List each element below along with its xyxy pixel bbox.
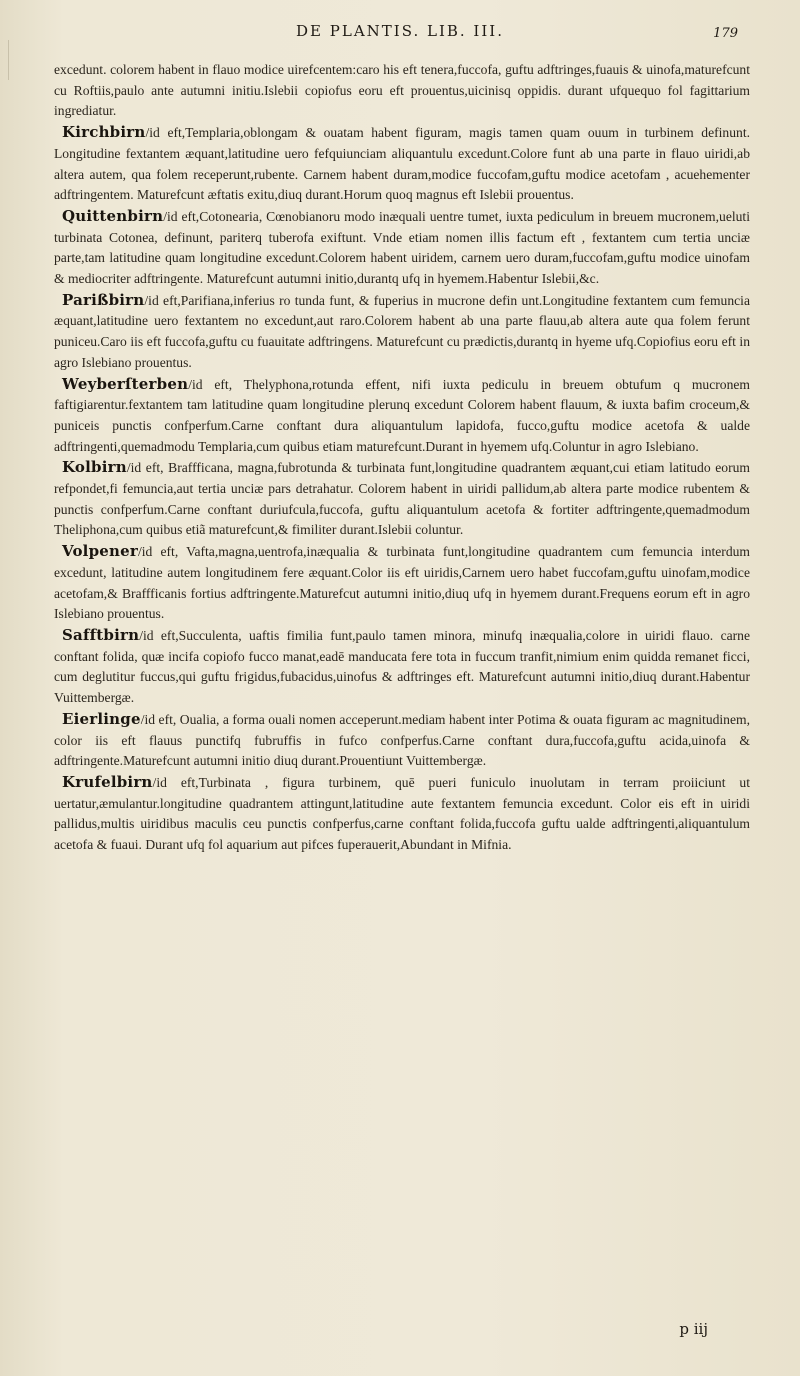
entry-paragraph (54, 122, 750, 206)
entry-paragraph (54, 457, 750, 541)
entry-text: /id eft, Vafta,magna,uentrofa,inæqualia & turbinata funt,longitudine quadrantem cum femuncia interdum excedunt, latitudine autem longitudinem fere æquant.Color iis eft uiridis,Carnem uero habet fuccofam,guftu uinofam,modice acetofam,& Braffficanis fortius adftringente.Maturefcut autumni initio,diuq ufq in hyemem durant.Frequens eorum eft in agro Islebiano prouentus. (54, 544, 750, 622)
entry-paragraph (54, 374, 750, 458)
entry-text: /id eft,Templaria,oblongam & ouatam habent figuram, magis tamen quam ouum in turbinem definunt. Longitudine fextantem æquant,latitudine uero fefquiunciam aliquantulu excedunt.Colore funt ab una parte in flauo uiridi,ab altera autem, qua folem receperunt,rubente. Carnem habent duram,modice fuccofam,guftu modice acetofam , acuehementer adftringentem. Maturefcunt æftatis exitu,diuq durant.Horum quoq magnus eft Islebii prouentus. (54, 125, 750, 203)
folio-number: 179 (713, 26, 738, 41)
running-title: DE PLANTIS. LIB. III. (296, 22, 504, 40)
body-text (54, 60, 750, 856)
entry-lemma: Quittenbirn (62, 206, 164, 225)
entry-text: excedunt. colorem habent in flauo modice uirefcentem:caro his eft tenera,fuccofa, guftu adftringes,fuauis & uinofa,maturefcunt cu Roftiis,paulo ante autumni initiu.Islebii copiofus eoru eft prouentus,uicinisq oppidis. durant ufquequo fol fagittarium ingrediatur. (54, 62, 750, 119)
entry-paragraph (54, 206, 750, 290)
entry-lemma: Volpener (62, 542, 138, 561)
entry-paragraph (54, 541, 750, 625)
entry-lemma: Parißbirn (62, 290, 145, 309)
entry-lemma: Safftbirn (62, 625, 140, 644)
entry-lemma: Weyberſterben (62, 374, 189, 393)
entry-text: /id eft, Oualia, a forma ouali nomen acceperunt.mediam habent inter Potima & ouata figuram ac magnitudinem, color iis eft flauus punctifq fubruffis in fufco confperfus.Carne conftant dura,fuccofa,guftu acida,uinofa & adftringente.Maturefcunt autumni initio diuq durant.Prouentiunt Vuittembergæ. (54, 711, 750, 769)
entry-paragraph (54, 709, 750, 772)
entry-text: /id eft,Turbinata , figura turbinem, quē pueri funiculo inuolutam in terram proiiciunt ut uertatur,æmulantur.longitudine quadrantem attingunt,latitudine aute fextantem femuncia excedunt. Color eis eft in uiridi pallidus,multis uiridibus maculis ceu punctis confperfus,carne conftant folida,fuccofa guftu ualde adftringenti,aliquantulum acetofa & fuaui. Durant ufq fol aquarium aut pifces fuperauerit,Abundant in Mifnia. (54, 774, 750, 853)
entry-lemma: Krufelbirn (62, 772, 153, 791)
entry-paragraph (54, 625, 750, 709)
page-header (0, 18, 800, 48)
entry-text: /id eft,Cotonearia, Cœnobianoru modo inæquali uentre tumet, iuxta pediculum in breuem mucronem,ueluti turbinata Cotonea, definunt, pariterq tuberofa exiftunt. Vnde etiam nomen illis factum eft , fextantem cum tertia unciæ parte,tam latitudine quam longitudine excedunt.Colorem habent uiridem, carnem uero duram,fuccofam,guftu modice uinofam & mediocriter adftringente. Maturefcunt autumni initio,durantq ufq in hyemem.Habentur Islebii,&c. (54, 208, 750, 287)
signature-mark: p iij (679, 1320, 708, 1338)
entry-text: /id eft, Braffficana, magna,fubrotunda & turbinata funt,longitudine quadrantem æquant,cui etiam latitudo eorum refpondet,fi femuncia,aut tertia unciæ pars detrahatur. Colorem habent in uiridi pallidum,ab altera parte modice rubentem & punctis confperfum.Carne conftant duriufcula,fuccofa, guftu aliquantulum acetofa & fortiter adftringente,quemadmodum Theliphona,cum quibus etiã maturefcunt,& fimiliter durant.Islebii coluntur. (54, 460, 750, 538)
entry-paragraph (54, 60, 750, 122)
entry-paragraph (54, 290, 750, 374)
page-footer (0, 1306, 800, 1338)
entry-lemma: Eierlinge (62, 709, 141, 728)
entry-lemma: Kolbirn (62, 458, 127, 477)
entry-text: /id eft,Succulenta, uaftis fimilia funt,paulo tamen minora, minufq inæqualia,colore in uiridi flauo. carne conftant folida, quæ incifa copiofo fucco manat,eadē manducata fere tota in fuccum tranfit,nimium enim quidda remanet ficci, cum deglutitur fuccus,qui guftu frigidus,fubacidus,uinofus & adftringes eft. Maturefcunt autumni initio,diuq durant.Habentur Vuittembergæ. (54, 627, 750, 706)
entry-paragraph (54, 772, 750, 856)
entry-lemma: Kirchbirn (62, 123, 146, 142)
entry-text: /id eft, Thelyphona,rotunda effent, nifi iuxta pediculu in breuem obtufum q mucronem faftigiarentur.fextantem tam latitudine quam longitudine plerunq excedunt Colorem habent flauum, & iuxta bafim croceum,& puniceis punctis confperfum.Carne conftant dura aliquantulum lapidofa, fucco,guftu modice acetofa & ualde adftringenti,quemadmodu Templaria,cum quibus etiam maturefcunt.Durant in hyemem ufq.Coluntur in agro Islebiano. (54, 376, 750, 454)
entry-text: /id eft,Parifiana,inferius ro tunda funt, & fuperius in mucrone defin unt.Longitudine fextantem cum femuncia æquant,latitudine uero fextantem no excedunt,aut raro.Colorem habent ab una parte flauu,ab altera aute qua folem ferunt puniceu.Caro iis eft fuccofa,guftu cu fuauitate adftringens. Maturefcunt cu prædictis,durantq in hyeme ufq.Copiofius eoru eft in agro Islebiano prouentus. (54, 292, 750, 370)
